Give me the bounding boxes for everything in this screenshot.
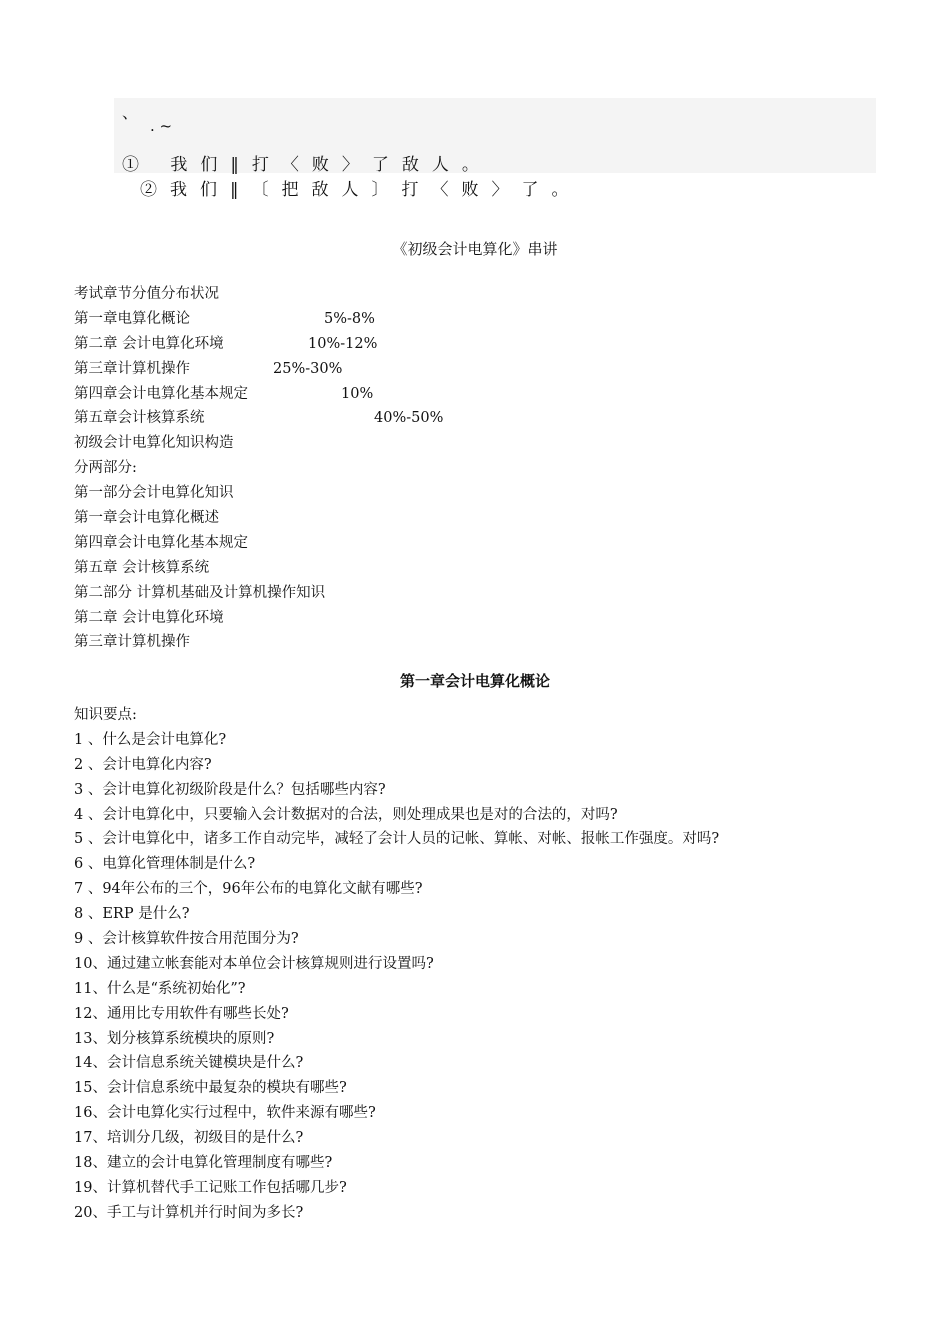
structure-line: 第二章 会计电算化环境 bbox=[74, 609, 224, 626]
question-item: 5 、会计电算化中，诸多工作自动完毕，减轻了会计人员的记帐、算帐、对帐、报帐工作强度。对吗? bbox=[74, 831, 720, 848]
question-item: 16、会计电算化实行过程中，软件来源有哪些? bbox=[74, 1105, 376, 1122]
chapter-score-row bbox=[74, 332, 378, 357]
chapter-score-row bbox=[74, 382, 374, 407]
section-heading: 考试章节分值分布状况 bbox=[74, 286, 219, 302]
chapter-name: 第四章会计电算化基本规定 bbox=[74, 385, 248, 402]
question-item: 12、通用比专用软件有哪些长处? bbox=[74, 1005, 289, 1022]
chapter-score-row bbox=[74, 357, 343, 382]
question-item: 14、会计信息系统关键模块是什么? bbox=[74, 1055, 304, 1072]
question-item: 19、计算机替代手工记账工作包括哪几步? bbox=[74, 1179, 347, 1196]
chapter-name: 第一章电算化概论 bbox=[74, 310, 190, 327]
question-item: 17、培训分几级，初级目的是什么? bbox=[74, 1130, 304, 1147]
chapter-score-row bbox=[74, 406, 444, 431]
chapter-one-title: 第一章会计电算化概论 bbox=[399, 672, 550, 690]
structure-line: 第一部分会计电算化知识 bbox=[74, 485, 234, 502]
score-percent: 25%-30% bbox=[273, 360, 343, 377]
document-title: 《初级会计电算化》串讲 bbox=[392, 240, 558, 258]
structure-line: 第二部分 计算机基础及计算机操作知识 bbox=[74, 584, 326, 601]
question-item: 7 、94年公布的三个，96年公布的电算化文献有哪些? bbox=[74, 881, 423, 898]
exam-distribution-section bbox=[74, 282, 444, 655]
question-item: 18、建立的会计电算化管理制度有哪些? bbox=[74, 1155, 333, 1172]
structure-line: 第四章会计电算化基本规定 bbox=[74, 534, 248, 551]
knowledge-points-section bbox=[74, 703, 719, 1226]
structure-line: 第三章计算机操作 bbox=[74, 634, 190, 651]
question-item: 8 、ERP 是什么? bbox=[74, 906, 190, 923]
question-item: 4 、会计电算化中，只要输入会计数据对的合法，则处理成果也是对的合法的，对吗? bbox=[74, 806, 618, 823]
structure-line: 分两部分: bbox=[74, 460, 137, 477]
chapter-name: 第三章计算机操作 bbox=[74, 360, 190, 377]
question-item: 1 、什么是会计电算化? bbox=[74, 731, 227, 748]
structure-line: 第一章会计电算化概述 bbox=[74, 510, 219, 527]
example-sentence: ① 我们‖打〈败〉了敌人。 bbox=[122, 155, 492, 175]
question-item: 9 、会计核算软件按合用范围分为? bbox=[74, 931, 299, 948]
question-item: 10、通过建立帐套能对本单位会计核算规则进行设置吗? bbox=[74, 955, 434, 972]
question-item: 2 、会计电算化内容? bbox=[74, 756, 212, 773]
question-item: 20、手工与计算机并行时间为多长? bbox=[74, 1204, 304, 1221]
chapter-name: 第五章会计核算系统 bbox=[74, 410, 205, 427]
question-item: 3 、会计电算化初级阶段是什么？包括哪些内容? bbox=[74, 781, 386, 798]
question-item: 11、什么是“系统初始化”? bbox=[74, 980, 246, 997]
example-sentence: ②我们‖〔把敌人〕打〈败〉了。 bbox=[140, 180, 582, 200]
score-percent: 40%-50% bbox=[374, 410, 444, 427]
question-item: 15、会计信息系统中最复杂的模块有哪些? bbox=[74, 1080, 347, 1097]
score-percent: 10% bbox=[341, 385, 374, 402]
chapter-score-row bbox=[74, 307, 375, 332]
stray-mark: 、 bbox=[122, 103, 139, 122]
stray-mark: . ~ bbox=[150, 117, 173, 135]
score-percent: 5%-8% bbox=[324, 310, 375, 327]
chapter-name: 第二章 会计电算化环境 bbox=[74, 335, 224, 352]
score-percent: 10%-12% bbox=[308, 335, 378, 352]
points-heading: 知识要点: bbox=[74, 707, 137, 723]
structure-line: 第五章 会计核算系统 bbox=[74, 559, 210, 576]
structure-line: 初级会计电算化知识构造 bbox=[74, 435, 234, 452]
question-item: 6 、电算化管理体制是什么? bbox=[74, 856, 256, 873]
question-item: 13、划分核算系统模块的原则? bbox=[74, 1030, 275, 1047]
